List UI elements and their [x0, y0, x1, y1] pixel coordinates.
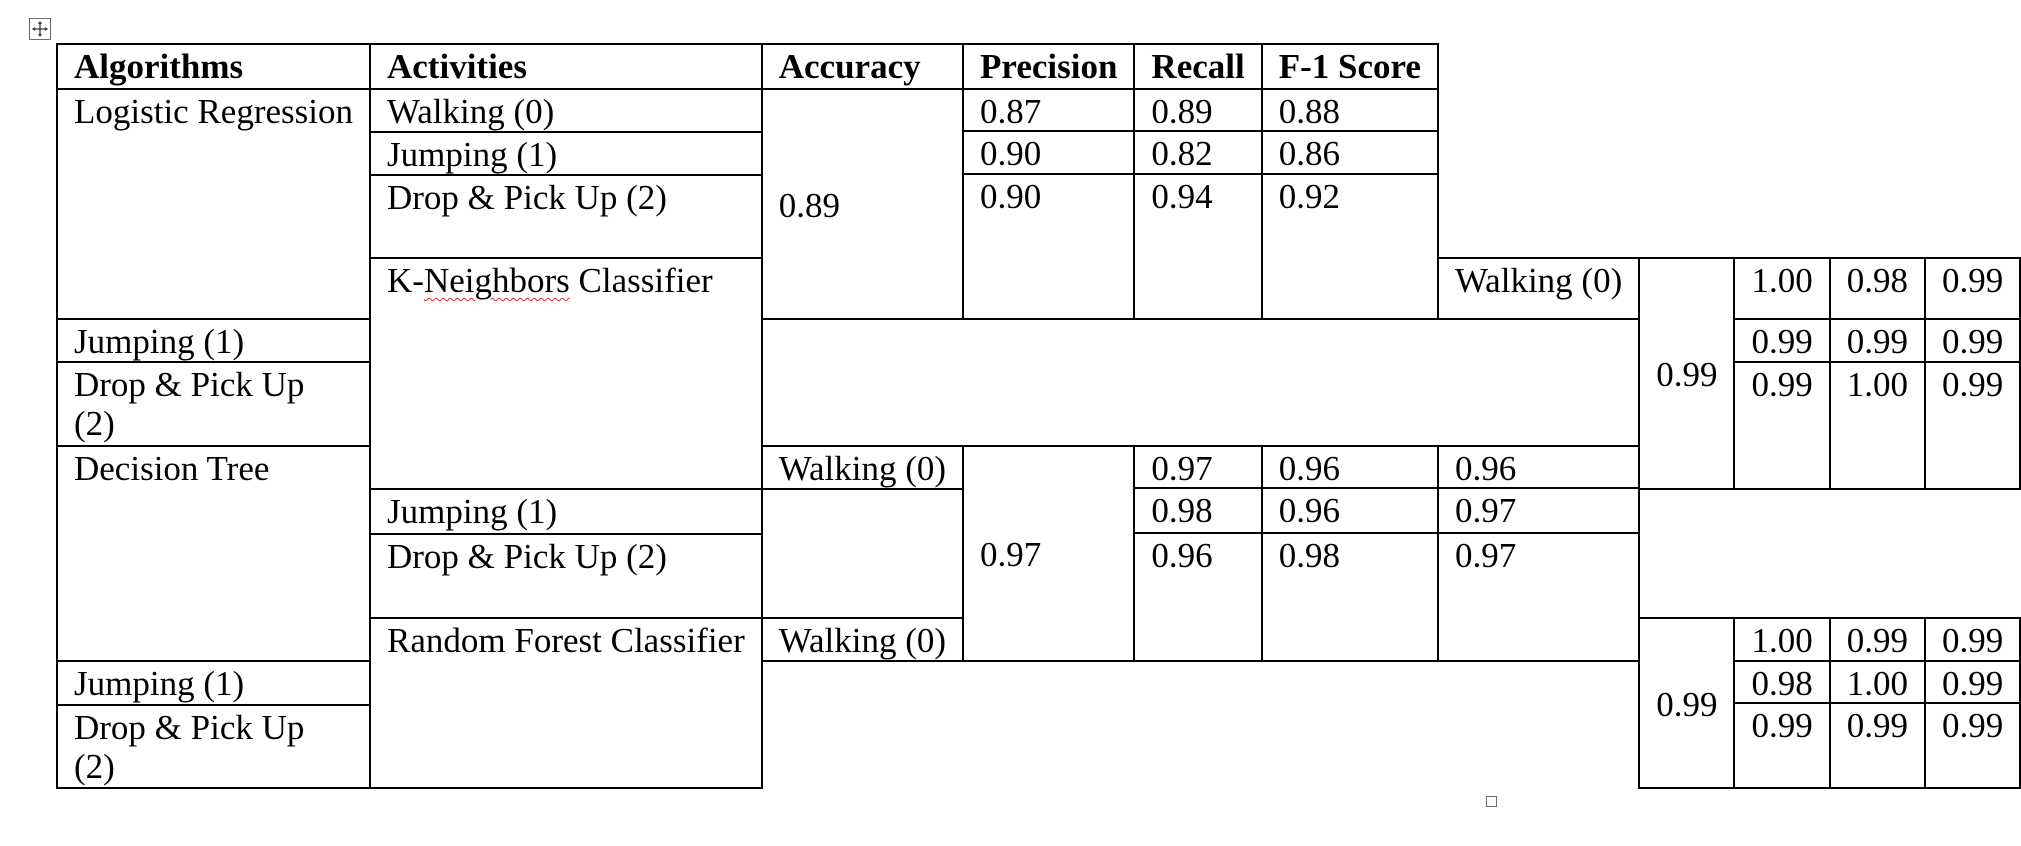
- accuracy-cell[interactable]: 0.99: [1639, 618, 1734, 788]
- header-precision[interactable]: Precision: [963, 44, 1134, 89]
- header-algorithms[interactable]: Algorithms: [57, 44, 370, 89]
- table-move-handle-icon[interactable]: [29, 18, 51, 40]
- activity-cell[interactable]: Drop & Pick Up (2): [57, 362, 370, 446]
- f1-cell[interactable]: 0.96: [1439, 447, 1638, 489]
- algorithm-cell[interactable]: Random Forest Classifier: [370, 618, 762, 788]
- activity-cell[interactable]: Drop & Pick Up (2): [370, 534, 762, 618]
- recall-cell[interactable]: 0.99: [1831, 320, 1924, 363]
- recall-group-stack: [1831, 619, 1924, 787]
- precision-cell[interactable]: 0.90: [980, 177, 1042, 216]
- recall-cell[interactable]: 0.89: [1135, 90, 1260, 132]
- recall-cell[interactable]: 0.98: [1278, 536, 1340, 575]
- recall-cell[interactable]: 1.00: [1846, 365, 1908, 404]
- header-accuracy[interactable]: Accuracy: [762, 44, 963, 89]
- accuracy-cell[interactable]: 0.97: [963, 446, 1134, 661]
- precision-group: [1734, 258, 1829, 489]
- precision-group: [963, 89, 1134, 319]
- precision-group: [1734, 618, 1829, 788]
- precision-cell[interactable]: 0.97: [1135, 447, 1260, 489]
- precision-cell[interactable]: 0.99: [1751, 365, 1813, 404]
- f1-cell[interactable]: 0.97: [1439, 489, 1638, 534]
- activity-cell[interactable]: Walking (0): [762, 446, 963, 489]
- f1-group-stack: [1926, 619, 2019, 787]
- f1-cell[interactable]: 0.88: [1263, 90, 1437, 132]
- precision-cell[interactable]: 0.98: [1135, 489, 1260, 534]
- f1-group-stack: [1263, 90, 1437, 258]
- precision-cell[interactable]: 1.00: [1735, 259, 1828, 320]
- spellcheck-flagged-word[interactable]: Neighbors: [423, 261, 570, 300]
- recall-cell[interactable]: 0.96: [1263, 447, 1437, 489]
- precision-cell[interactable]: 1.00: [1735, 619, 1828, 662]
- precision-cell[interactable]: 0.90: [964, 132, 1133, 175]
- recall-group: [1262, 446, 1438, 661]
- accuracy-cell[interactable]: 0.99: [1639, 258, 1734, 489]
- recall-cell[interactable]: 0.99: [1831, 619, 1924, 662]
- f1-group: [1925, 618, 2020, 788]
- f1-cell[interactable]: 0.97: [1454, 536, 1517, 575]
- recall-group-stack: [1263, 447, 1437, 618]
- precision-group-stack: [1735, 619, 1828, 787]
- precision-cell[interactable]: 0.96: [1151, 536, 1213, 575]
- activity-cell[interactable]: Walking (0): [370, 89, 762, 132]
- accuracy-cell[interactable]: 0.89: [762, 89, 963, 319]
- precision-cell[interactable]: 0.87: [964, 90, 1133, 132]
- activity-cell[interactable]: Drop & Pick Up (2): [370, 175, 762, 258]
- table-resize-handle-icon[interactable]: [1486, 796, 1497, 807]
- activity-cell[interactable]: Jumping (1): [370, 489, 762, 534]
- recall-cell[interactable]: 0.96: [1263, 489, 1437, 534]
- recall-group-stack: [1831, 259, 1924, 447]
- f1-cell[interactable]: 0.99: [1941, 365, 2004, 404]
- f1-group-stack: [1926, 259, 2019, 447]
- algorithm-cell[interactable]: [370, 258, 762, 489]
- header-row: [57, 44, 2020, 89]
- precision-group: [1134, 446, 1261, 661]
- precision-group-stack: [1135, 447, 1260, 618]
- f1-cell[interactable]: 0.86: [1263, 132, 1437, 175]
- activity-cell[interactable]: Walking (0): [1438, 258, 1639, 319]
- activity-cell[interactable]: Drop & Pick Up (2): [57, 705, 370, 789]
- f1-group: [1438, 446, 1639, 661]
- precision-cell[interactable]: 0.99: [1735, 320, 1828, 363]
- f1-cell[interactable]: 0.99: [1926, 619, 2019, 662]
- f1-cell[interactable]: 0.99: [1941, 706, 2004, 745]
- algorithm-cell[interactable]: Decision Tree: [57, 446, 370, 661]
- activity-cell[interactable]: Jumping (1): [57, 319, 370, 362]
- recall-cell[interactable]: 0.94: [1151, 177, 1213, 216]
- recall-cell[interactable]: 1.00: [1831, 662, 1924, 704]
- results-table: [56, 43, 2021, 789]
- recall-cell[interactable]: 0.99: [1846, 706, 1908, 745]
- f1-cell[interactable]: 0.92: [1278, 177, 1340, 216]
- activity-cell[interactable]: Jumping (1): [370, 132, 762, 175]
- precision-cell[interactable]: 0.98: [1735, 662, 1828, 704]
- recall-group: [1830, 258, 1925, 489]
- header-activities[interactable]: Activities: [370, 44, 762, 89]
- recall-cell[interactable]: 0.82: [1135, 132, 1260, 175]
- table-row: [57, 89, 2020, 132]
- header-f1-score[interactable]: F-1 Score: [1262, 44, 1438, 89]
- recall-cell[interactable]: 0.98: [1831, 259, 1924, 320]
- activity-cell[interactable]: Walking (0): [762, 618, 963, 661]
- precision-group-stack: [1735, 259, 1828, 447]
- activity-cell[interactable]: Jumping (1): [57, 661, 370, 704]
- algorithm-cell[interactable]: Logistic Regression: [57, 89, 370, 319]
- f1-group: [1925, 258, 2020, 489]
- algorithm-suffix: Classifier: [569, 261, 713, 300]
- f1-group: [1262, 89, 1438, 319]
- precision-cell[interactable]: 0.99: [1751, 706, 1813, 745]
- f1-cell[interactable]: 0.99: [1926, 320, 2019, 363]
- f1-group-stack: [1439, 447, 1638, 618]
- f1-cell[interactable]: 0.99: [1926, 662, 2019, 704]
- f1-cell[interactable]: 0.99: [1926, 259, 2019, 320]
- algorithm-prefix: K-: [387, 261, 424, 300]
- recall-group: [1134, 89, 1261, 319]
- precision-group-stack: [964, 90, 1133, 258]
- recall-group: [1830, 618, 1925, 788]
- recall-group-stack: [1135, 90, 1260, 258]
- header-recall[interactable]: Recall: [1134, 44, 1261, 89]
